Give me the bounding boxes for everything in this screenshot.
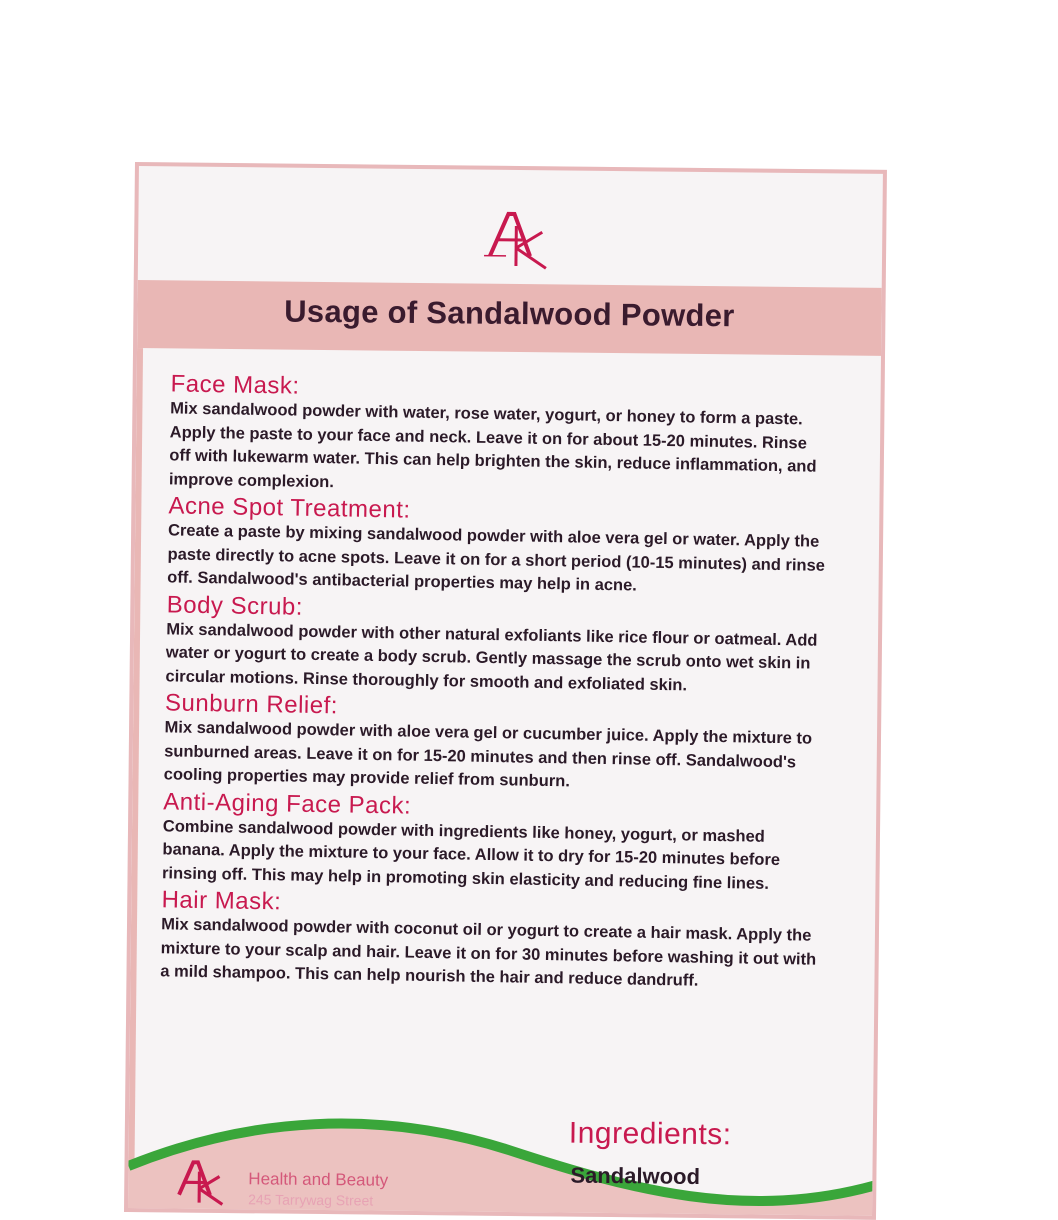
section-anti-aging-face-pack (162, 788, 844, 897)
section-body: Create a paste by mixing sandalwood powder with aloe vera gel or water. Apply the paste directly to acne spots. Leave it on for a short period (10-15 minutes) and rinse off. Sandalwood's antibacterial properties may help in acne. (167, 521, 826, 595)
decorative-wave (128, 1106, 881, 1220)
section-heading: Face Mask: (170, 370, 300, 400)
section-acne-spot-treatment (167, 492, 849, 601)
section-hair-mask (160, 886, 842, 995)
left-border-strip (128, 348, 143, 1220)
ak-monogram-footer-logo (168, 1151, 231, 1212)
ak-monogram-logo (476, 204, 557, 275)
section-heading: Sunburn Relief: (164, 689, 339, 720)
title-band (137, 280, 882, 356)
section-body: Mix sandalwood powder with other natural exfoliants like rice flour or oatmeal. Add water or yogurt to create a body scrub. Gently massage the scrub onto wet skin in circular motions. Rinse thoroughly for smooth and exfoliated skin. (165, 619, 818, 694)
footer-address-text: 245 Tarrywag Street (248, 1191, 374, 1209)
ingredients-value: Sandalwood (570, 1162, 701, 1189)
footer-brand-text: Health and Beauty (248, 1169, 389, 1190)
ingredients-label: Ingredients: (568, 1116, 732, 1152)
section-body: Mix sandalwood powder with aloe vera gel or cucumber juice. Apply the mixture to sunburned areas. Leave it on for 15-20 minutes and then rinse off. Sandalwood's cooling properties may provide relief from sunburn. (163, 718, 813, 791)
section-face-mask (169, 370, 851, 503)
section-body: Mix sandalwood powder with coconut oil or yogurt to create a hair mask. Apply the mixture to your scalp and hair. Leave it on for 30 minutes before washing it out with a mild shampoo. This can help nourish the hair and reduce dandruff. (160, 915, 817, 990)
section-body: Mix sandalwood powder with water, rose water, yogurt, or honey to form a paste. Apply the paste to your face and neck. Leave it on for about 15-20 minutes. Rinse off with lukewarm water. This can help brighten the skin, reduce inflammation, and improve complexion. (168, 399, 817, 491)
section-heading: Hair Mask: (161, 886, 282, 916)
sandalwood-usage-card (124, 162, 887, 1220)
section-sunburn-relief (164, 689, 846, 798)
section-heading: Anti-Aging Face Pack: (163, 787, 412, 820)
section-heading: Acne Spot Treatment: (168, 492, 411, 524)
section-body-scrub (165, 591, 847, 700)
section-heading: Body Scrub: (166, 590, 304, 621)
page-title: Usage of Sandalwood Powder (284, 293, 735, 334)
section-body: Combine sandalwood powder with ingredients like honey, yogurt, or mashed banana. Apply the mixture to your face. Allow it to dry for 15-20 minutes before rinsing off. This may help in promoting skin elasticity and reducing fine lines. (161, 816, 781, 893)
usage-sections (160, 370, 851, 996)
